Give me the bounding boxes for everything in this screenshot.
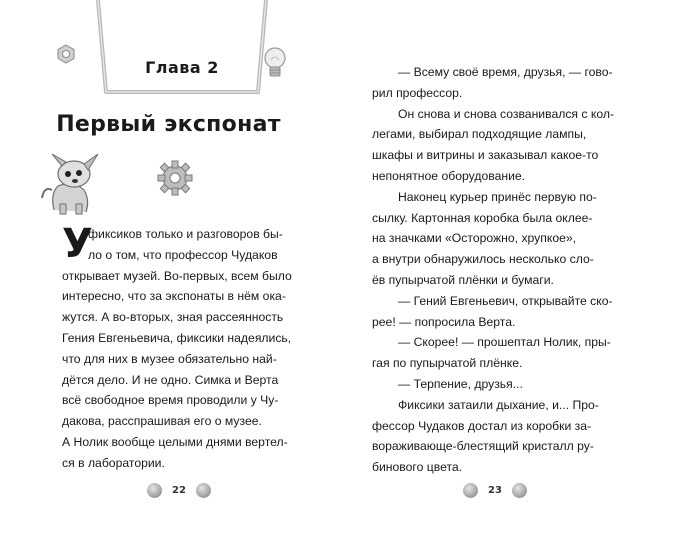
gear-icon [157, 160, 193, 200]
text-line: шкафы и витрины и заказывал какое-то [372, 148, 599, 163]
text-line: вораживающе-блестящий кристалл ру- [372, 439, 594, 454]
text-line: легами, выбирал подходящие лампы, [372, 127, 587, 142]
text-line: ёв пупырчатой плёнки и бумаги. [372, 272, 554, 287]
text-line: а внутри обнаружилось несколько сло- [372, 252, 594, 267]
text-line: ло о том, что профессор Чудаков [88, 247, 278, 262]
text-line: — Гений Евгеньевич, открывайте ско- [398, 293, 613, 308]
text-line: гая по пупырчатой плёнке. [372, 356, 523, 371]
right-body-text [372, 62, 632, 478]
coin-icon [147, 483, 162, 498]
left-body-text [62, 221, 312, 474]
right-page [337, 0, 674, 547]
text-line: — Скорее! — прошептал Нолик, пры- [398, 335, 611, 350]
drop-cap: У [62, 221, 93, 267]
page-number: 23 [488, 485, 502, 496]
text-line: рил профессор. [372, 85, 463, 100]
text-line: дакова, расспрашивая его о музее. [62, 414, 262, 429]
text-line: непонятное оборудование. [372, 168, 526, 183]
chapter-sign-frame [92, 0, 272, 100]
text-line: Фиксики затаили дыхание, и... Про- [398, 397, 599, 412]
text-line: рее! — попросила Верта. [372, 314, 516, 329]
text-line: жутся. А во-вторых, зная рассеянность [62, 310, 284, 325]
coin-icon [196, 483, 211, 498]
light-bulb-icon [262, 46, 288, 84]
text-line: А Нолик вообще целыми днями вертел- [62, 434, 288, 449]
text-line: Наконец курьер принёс первую по- [398, 189, 597, 204]
text-line: на значками «Осторожно, хрупкое», [372, 231, 577, 246]
text-line: всё свободное время проводили у Чу- [62, 393, 279, 408]
text-line: фессор Чудаков достал из коробки за- [372, 418, 592, 433]
coin-icon [512, 483, 527, 498]
text-line: ся в лаборатории. [62, 455, 165, 470]
text-line: сылку. Картонная коробка была оклее- [372, 210, 593, 225]
page-footer-left [147, 483, 211, 498]
page-number: 22 [172, 485, 186, 496]
text-line: Он снова и снова созванивался с кол- [398, 106, 615, 121]
text-line: — Всему своё время, друзья, — гово- [398, 65, 613, 79]
text-line: — Терпение, друзья... [398, 376, 523, 391]
dog-character-icon [34, 150, 106, 220]
page-footer-right [463, 483, 527, 498]
text-line: фиксиков только и разговоров бы- [88, 227, 283, 241]
text-line: Гения Евгеньевича, фиксики надеялись, [62, 330, 292, 345]
chapter-title: Первый экспонат [56, 112, 281, 137]
chapter-sign [92, 0, 272, 100]
text-line: что для них в музее обязательно най- [62, 351, 277, 366]
text-line: открывает музей. Во-первых, всем было [62, 268, 292, 283]
text-line: бинового цвета. [372, 460, 463, 475]
chapter-label: Глава 2 [145, 58, 219, 77]
text-line: интересно, что за экспонаты в нём ока- [62, 289, 286, 304]
text-line: дётся дело. И не одно. Симка и Верта [62, 372, 279, 387]
nut-icon [56, 44, 76, 68]
coin-icon [463, 483, 478, 498]
